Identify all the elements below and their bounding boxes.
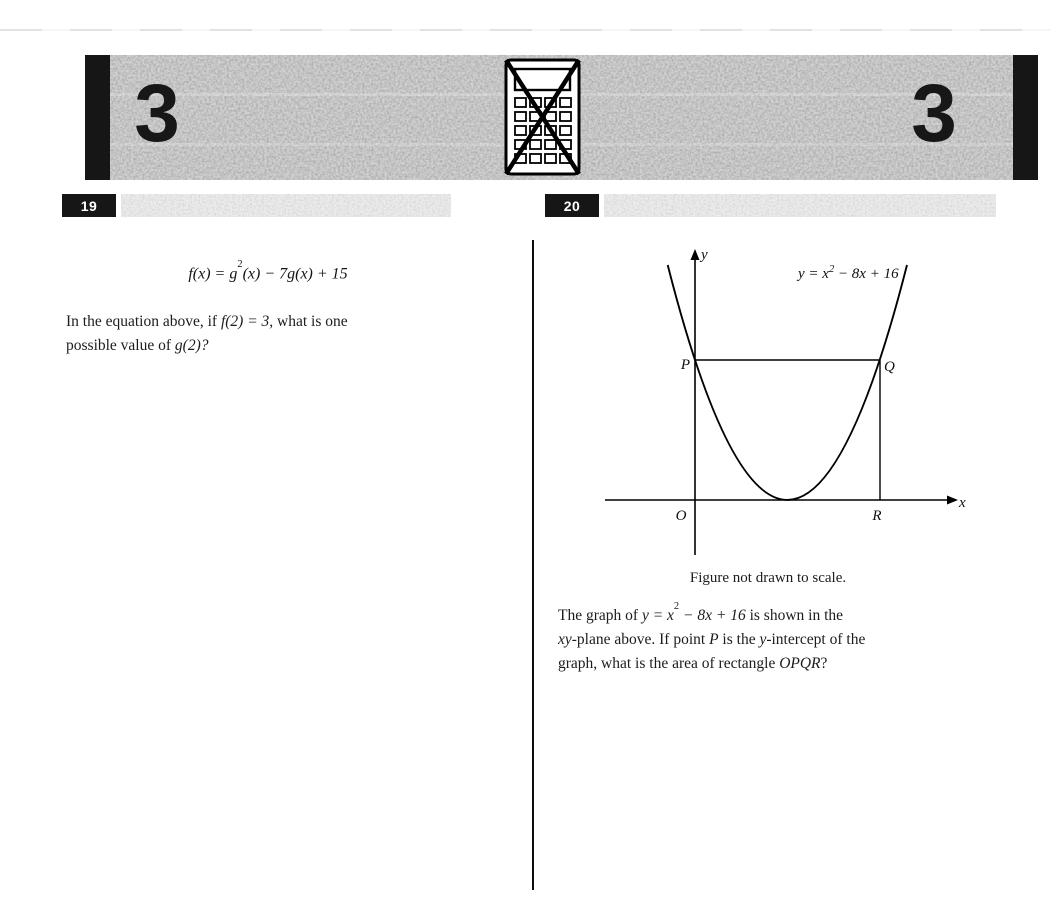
question-20-figure xyxy=(560,245,1020,563)
math-xy: xy xyxy=(558,631,572,649)
curve-equation-label: $y = x^2 - 8x + 16$ xyxy=(798,264,899,282)
math-OPQR: OPQR xyxy=(779,655,821,673)
question-19-header xyxy=(62,194,451,217)
equation-exponent: 2 xyxy=(237,259,243,270)
equation-post: (x) − 7g(x) + 15 xyxy=(242,265,348,283)
prompt-text: is the xyxy=(718,631,760,649)
prompt-text: is shown in the xyxy=(745,607,844,625)
section-number-left: 3 xyxy=(134,68,180,159)
question-20-strip xyxy=(604,194,996,217)
prompt-text: The graph of xyxy=(558,607,642,625)
x-axis-label: x xyxy=(959,495,966,511)
header-right-black-bar xyxy=(1013,55,1038,180)
math-f2-equals-3: f(2) = 3, xyxy=(220,313,274,330)
figure-caption: Figure not drawn to scale. xyxy=(689,570,847,586)
math-g2: g(2)? xyxy=(174,337,209,354)
parabola-curve xyxy=(668,265,907,500)
column-divider xyxy=(532,240,534,890)
question-20-badge xyxy=(545,194,599,217)
question-20-prompt xyxy=(558,600,998,676)
math-exponent: 2 xyxy=(673,601,680,612)
section-header-band xyxy=(85,55,1038,180)
question-19-number: 19 xyxy=(80,197,98,214)
question-20-number: 20 xyxy=(563,197,581,214)
question-19-prompt xyxy=(66,310,476,358)
math-P: P xyxy=(709,631,719,649)
prompt-text: possible value of xyxy=(66,337,175,354)
y-axis-arrow xyxy=(691,249,700,260)
prompt-text: -intercept of the xyxy=(766,631,866,649)
math-y: y xyxy=(759,631,767,649)
prompt-text: what is one xyxy=(273,313,348,330)
no-calculator-icon xyxy=(506,60,579,174)
math-equation: y = x xyxy=(641,607,674,625)
header-band-graphic xyxy=(85,55,1038,180)
prompt-text: In the equation above, if xyxy=(66,313,221,330)
scan-artifact-line xyxy=(0,29,1050,31)
x-axis-arrow xyxy=(947,496,958,505)
point-label-P: P xyxy=(680,357,690,373)
y-axis-label: y xyxy=(701,247,708,263)
equation-pre: f(x) = g xyxy=(188,265,238,283)
point-label-Q: Q xyxy=(884,359,895,375)
prompt-text: ? xyxy=(820,655,828,673)
question-20-header xyxy=(545,194,996,217)
math-equation: − 8x + 16 xyxy=(679,607,746,625)
question-19-badge xyxy=(62,194,116,217)
question-19-equation xyxy=(62,259,474,283)
point-label-R: R xyxy=(872,508,882,524)
section-number-right: 3 xyxy=(911,68,957,159)
header-left-black-bar xyxy=(85,55,110,180)
question-19-strip xyxy=(121,194,451,217)
point-label-O: O xyxy=(675,508,687,524)
prompt-text: -plane above. If point xyxy=(571,631,710,649)
prompt-text: graph, what is the area of rectangle xyxy=(558,655,780,673)
